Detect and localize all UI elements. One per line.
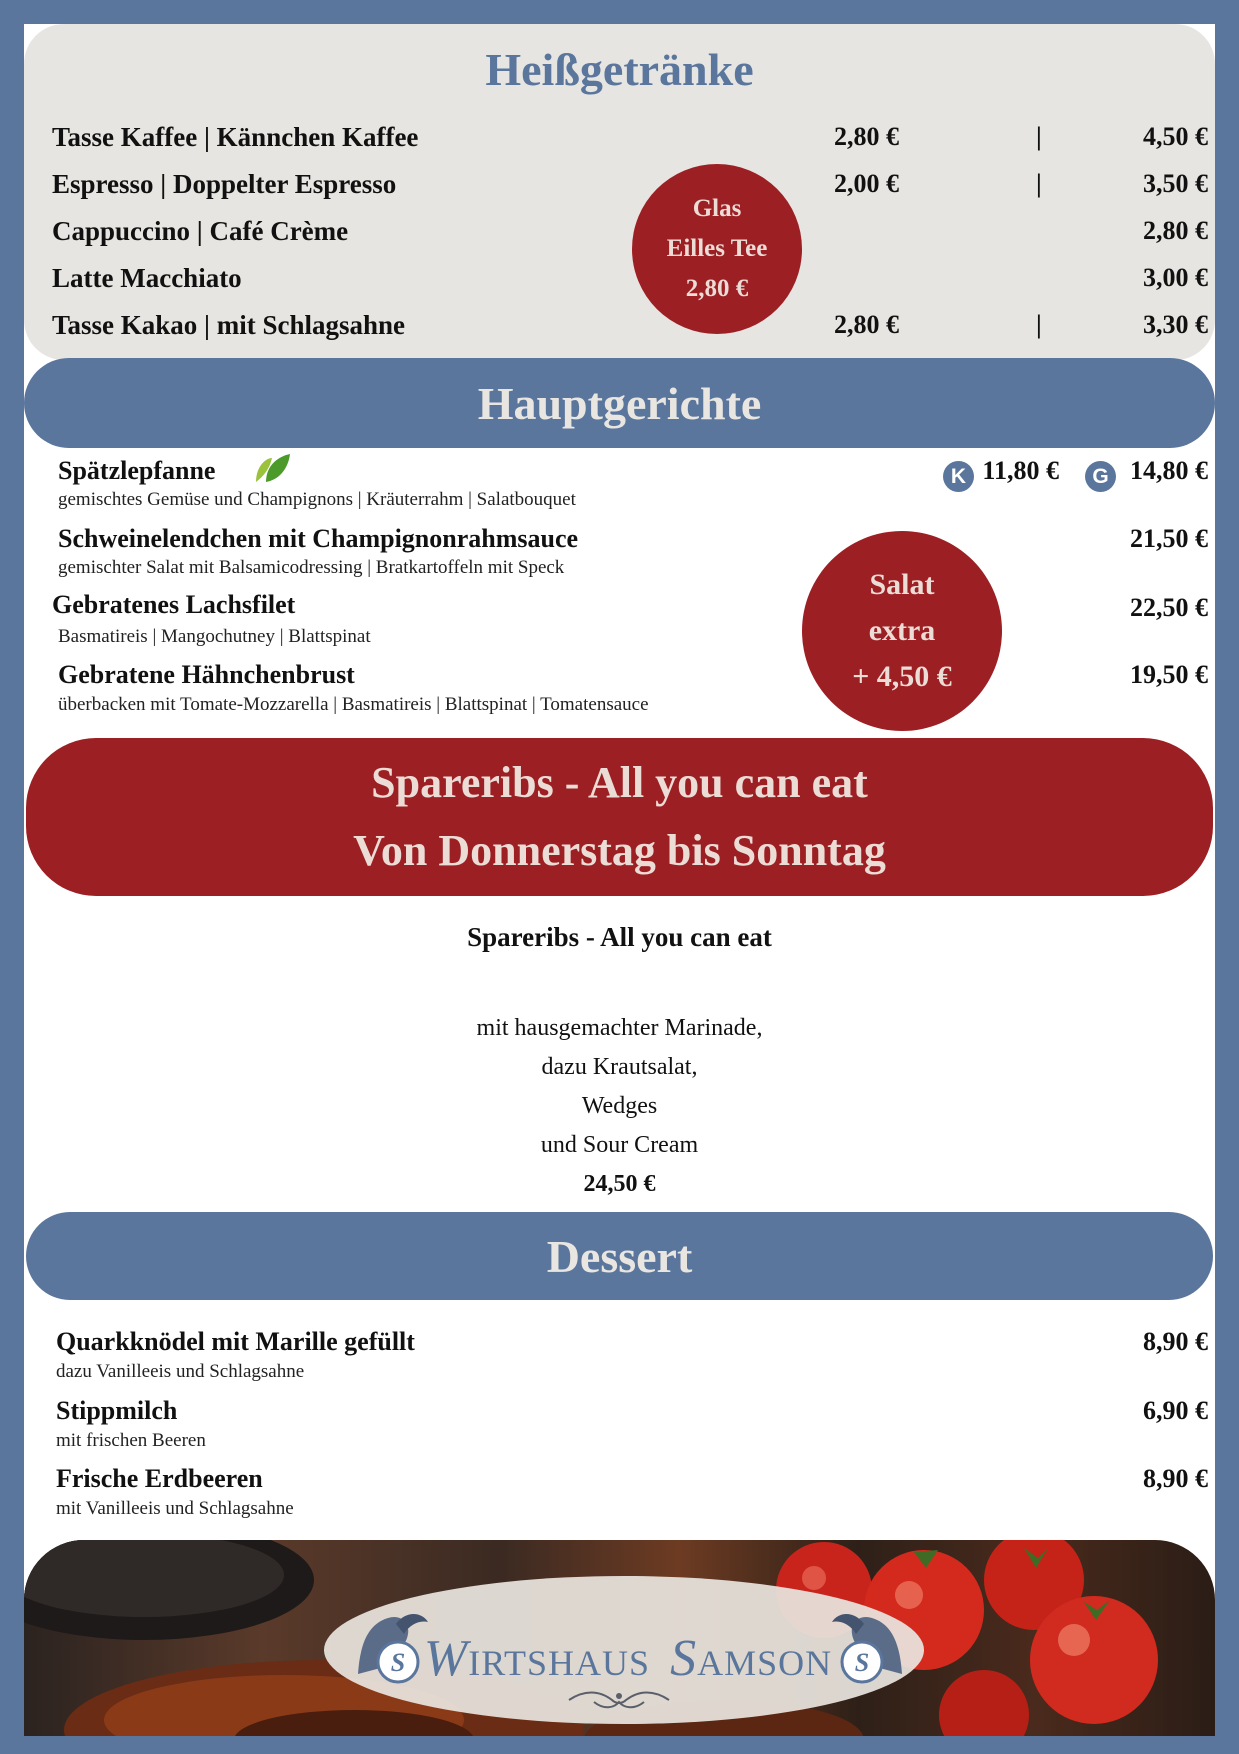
dessert-price: 8,90 € xyxy=(1143,1327,1208,1356)
spareribs-line: Wedges xyxy=(581,1093,658,1119)
spareribs-banner xyxy=(26,738,1213,896)
hot-drink-name: Tasse Kaffee | Kännchen Kaffee xyxy=(52,122,419,152)
menu-page xyxy=(24,24,1215,1736)
mains-title: Hauptgerichte xyxy=(24,358,1215,448)
hot-drink-name: Tasse Kakao | mit Schlagsahne xyxy=(52,310,406,340)
hot-drink-price: 3,00 € xyxy=(1143,263,1208,292)
salad-badge-line: Salat xyxy=(869,568,935,601)
dessert-price: 6,90 € xyxy=(1143,1396,1208,1425)
main-dish-price: 22,50 € xyxy=(1130,593,1208,622)
ornament-flourish-icon xyxy=(564,1688,674,1712)
main-dish-description: gemischtes Gemüse und Champignons | Kräuterrahm | Salatbouquet xyxy=(58,489,576,510)
tea-badge-line: 2,80 € xyxy=(685,275,749,302)
main-dish-name: Schweinelendchen mit Champignonrahmsauce xyxy=(58,524,579,553)
hot-drinks-title: Heißgetränke xyxy=(485,43,754,95)
brand-initial-s: S xyxy=(670,1630,698,1687)
right-crest-icon xyxy=(822,1604,912,1688)
brand-word-2: AMSON xyxy=(697,1643,833,1683)
main-dish-description: Basmatireis | Mangochutney | Blattspinat xyxy=(58,626,371,647)
price-separator: | xyxy=(1036,122,1042,151)
dessert-description: mit frischen Beeren xyxy=(56,1430,206,1451)
size-g-badge: G xyxy=(1085,461,1116,492)
dessert-price: 8,90 € xyxy=(1143,1464,1208,1493)
dessert-title: Dessert xyxy=(26,1212,1213,1300)
spareribs-banner-line: Spareribs - All you can eat xyxy=(371,758,868,807)
left-crest-letter: S xyxy=(390,1648,406,1677)
main-dish-price-g: 14,80 € xyxy=(1130,456,1208,485)
dessert-description: mit Vanilleeis und Schlagsahne xyxy=(56,1498,294,1519)
dessert-name: Frische Erdbeeren xyxy=(56,1464,263,1493)
main-dish-name: Gebratenes Lachsfilet xyxy=(52,590,296,619)
main-dish-price: 19,50 € xyxy=(1130,660,1208,689)
salad-badge-line: extra xyxy=(868,614,936,647)
dessert-name: Stippmilch xyxy=(56,1396,178,1425)
spareribs-price: 24,50 € xyxy=(583,1171,656,1197)
spareribs-line: dazu Krautsalat, xyxy=(541,1054,698,1080)
hot-drink-price: 2,80 € xyxy=(1143,216,1208,245)
hot-drink-price-small: 2,80 € xyxy=(834,310,899,339)
main-dish-description: überbacken mit Tomate-Mozzarella | Basmatireis | Blattspinat | Tomatensauce xyxy=(58,694,649,715)
hot-drink-name: Espresso | Doppelter Espresso xyxy=(52,169,397,199)
tea-badge-line: Glas xyxy=(692,195,742,222)
spareribs-line: und Sour Cream xyxy=(540,1132,699,1158)
main-dish-name: Gebratene Hähnchenbrust xyxy=(58,660,355,689)
tea-badge xyxy=(632,164,802,334)
brand-word-1: IRTSHAUS xyxy=(468,1643,651,1683)
salad-extra-badge xyxy=(802,531,1002,731)
hot-drink-name: Latte Macchiato xyxy=(52,263,242,293)
dessert-name: Quarkknödel mit Marille gefüllt xyxy=(56,1327,415,1356)
spareribs-banner-line: Von Donnerstag bis Sonntag xyxy=(353,826,886,875)
hot-drink-name: Cappuccino | Café Crème xyxy=(52,216,349,246)
spareribs-line: mit hausgemachter Marinade, xyxy=(476,1015,763,1041)
spareribs-heading: Spareribs - All you can eat xyxy=(467,922,772,952)
leaf-icon xyxy=(252,452,292,486)
main-dish-description: gemischter Salat mit Balsamicodressing | Bratkartoffeln mit Speck xyxy=(58,557,565,578)
hot-drink-price: 3,50 € xyxy=(1143,169,1208,198)
dessert-description: dazu Vanilleeis und Schlagsahne xyxy=(56,1361,305,1382)
salad-badge-line: + 4,50 € xyxy=(852,660,952,693)
main-dish-price-k: 11,80 € xyxy=(982,456,1059,485)
size-k-badge: K xyxy=(943,461,974,492)
right-crest-letter: S xyxy=(854,1648,870,1677)
main-dish-name: Spätzlepfanne xyxy=(58,456,216,485)
price-separator: | xyxy=(1036,310,1042,339)
hot-drink-price-small: 2,00 € xyxy=(834,169,899,198)
main-dish-price: 21,50 € xyxy=(1130,524,1208,553)
hot-drink-price: 3,30 € xyxy=(1143,310,1208,339)
brand-name xyxy=(408,1629,848,1688)
brand-initial-w: W xyxy=(423,1630,469,1687)
spareribs-description xyxy=(24,1009,1215,1204)
hot-drink-price: 4,50 € xyxy=(1143,122,1208,151)
price-separator: | xyxy=(1036,169,1042,198)
hot-drink-price-small: 2,80 € xyxy=(834,122,899,151)
tea-badge-line: Eilles Tee xyxy=(666,235,768,262)
